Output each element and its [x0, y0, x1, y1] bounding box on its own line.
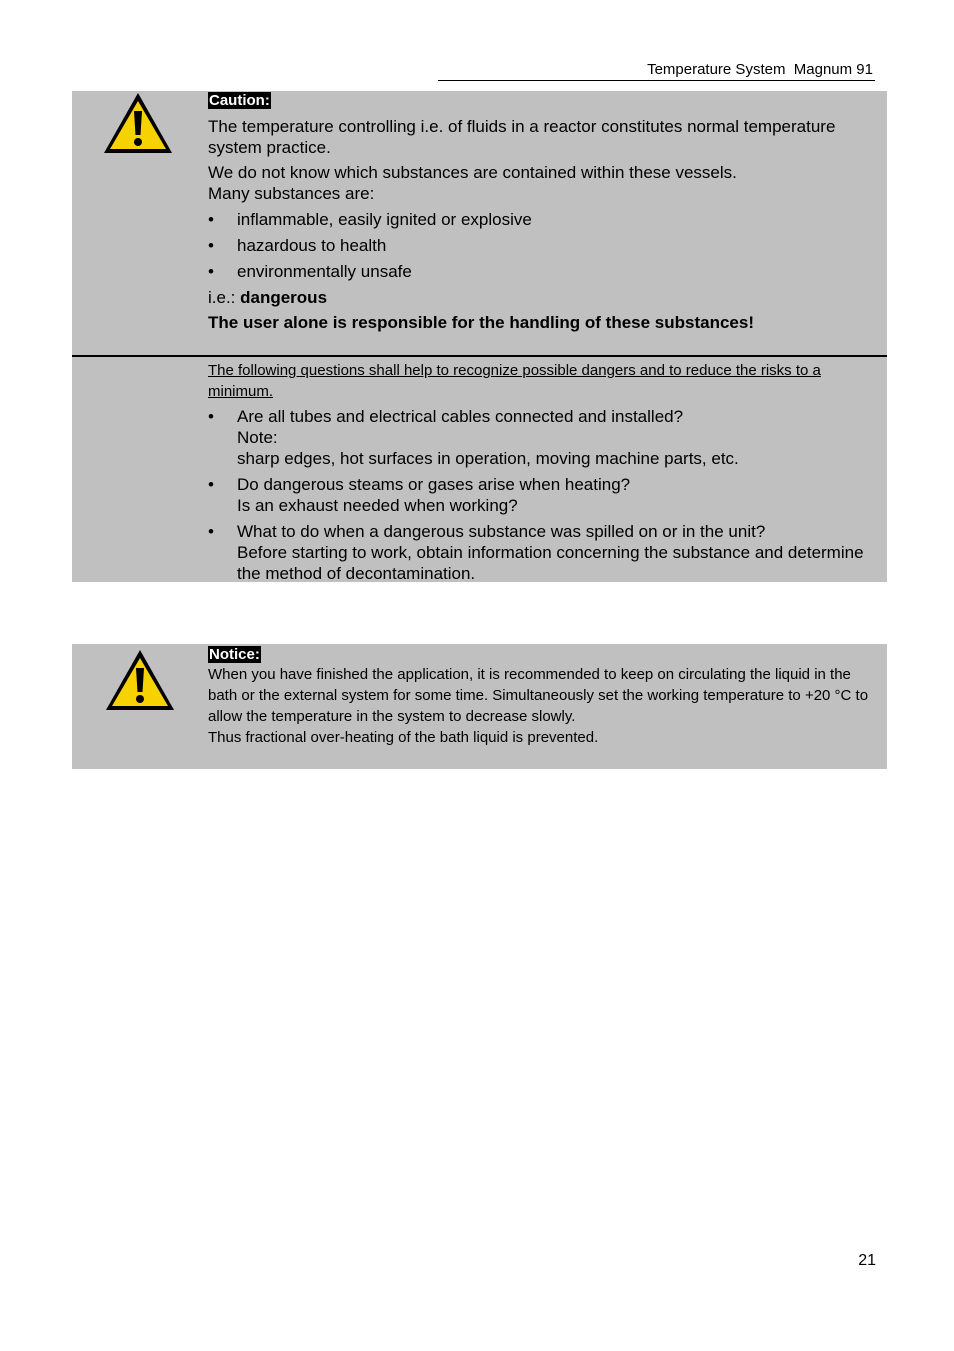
ie-prefix: i.e.: [208, 288, 241, 307]
caution-paragraph-2b: Many substances are: [208, 184, 375, 203]
question-line: Before starting to work, obtain information concerning the substance and determine the method of decontamination. [237, 543, 864, 583]
page-number: 21 [858, 1252, 876, 1269]
list-item [208, 521, 873, 584]
question-line: Note: [237, 428, 278, 447]
ie-line [208, 287, 873, 308]
question-line: • What to do when a dangerous substance was spilled on or in the unit? [237, 522, 766, 541]
questions-intro: The following questions shall help to recognize possible dangers and to reduce the risks to a minimum. [208, 362, 821, 400]
list-item: • hazardous to health [208, 235, 873, 256]
caution-box [72, 91, 887, 355]
warning-triangle-icon [104, 648, 176, 712]
notice-paragraph-1: When you have finished the application, it is recommended to keep on circulating the liquid in the bath or the external system for some time. Simultaneously set the working temperature to +20 °C to allow the temperature in the system to decrease slowly. [208, 666, 869, 725]
caution-paragraph-2a: We do not know which substances are contained within these vessels. [208, 163, 737, 182]
question-line: • Do dangerous steams or gases arise when heating? [237, 475, 631, 494]
header-rule [438, 80, 875, 81]
caution-content [208, 91, 873, 333]
header-title: Temperature System Magnum 91 [647, 61, 873, 78]
questions-list [208, 406, 873, 584]
list-item [208, 406, 873, 469]
responsibility-statement: The user alone is responsible for the handling of these substances! [208, 313, 755, 332]
list-item [208, 474, 873, 516]
notice-paragraph-2: Thus fractional over-heating of the bath liquid is prevented. [208, 729, 599, 746]
notice-box [72, 644, 887, 769]
notice-tag: Notice: [209, 646, 260, 663]
warning-triangle-icon [102, 91, 174, 155]
list-item: • environmentally unsafe [208, 261, 873, 282]
caution-tag: Caution: [209, 92, 270, 109]
questions-box [72, 355, 887, 582]
caution-bullet-list [208, 209, 873, 282]
notice-content [208, 646, 873, 748]
question-line: sharp edges, hot surfaces in operation, moving machine parts, etc. [237, 449, 739, 468]
caution-paragraph-1: The temperature controlling i.e. of fluids in a reactor constitutes normal temperature system practice. [208, 117, 836, 157]
list-item: • inflammable, easily ignited or explosive [208, 209, 873, 230]
question-line: Is an exhaust needed when working? [237, 496, 518, 515]
ie-bold: dangerous [240, 288, 328, 307]
questions-content [208, 360, 873, 584]
question-line: • Are all tubes and electrical cables connected and installed? [237, 407, 684, 426]
